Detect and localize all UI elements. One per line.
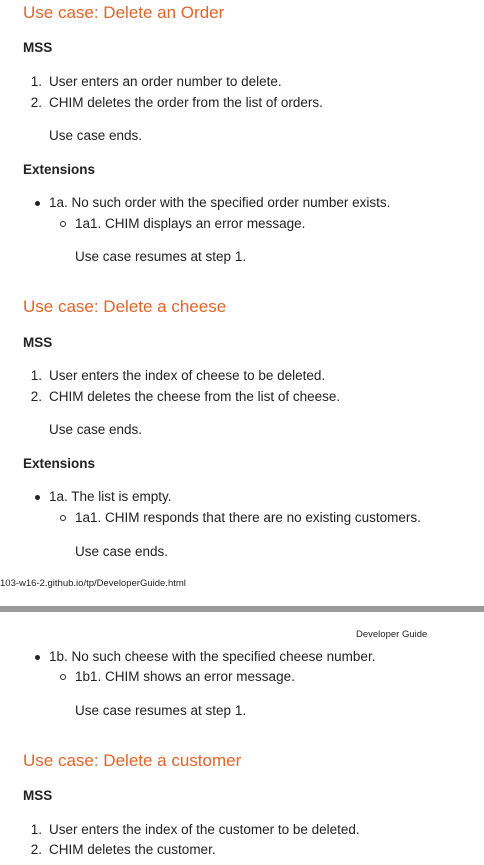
extension-subitem: 1a1. CHIM displays an error message. [75,216,306,231]
bullet-disc [35,495,40,500]
extension-item: 1a. No such order with the specified order number exists. [49,195,391,210]
bullet-circle [60,221,66,227]
mss-step-number: 2. [30,389,42,404]
uc-delete-order-mss-heading: MSS [23,40,53,55]
uc-delete-cheese-extensions-heading: Extensions [23,456,96,471]
uc-delete-customer-mss-heading: MSS [23,788,53,803]
mss-step-text: User enters the index of the customer to be deleted. [49,822,360,837]
mss-step-number: 2. [30,842,42,857]
page-break-bar [0,606,484,612]
uc-delete-cheese-mss-heading: MSS [23,335,53,350]
bullet-circle [60,515,66,521]
page-break-separator [0,604,484,614]
mss-step-text: CHIM deletes the customer. [49,842,216,857]
mss-end-note: Use case ends. [49,422,143,437]
mss-step-text: CHIM deletes the order from the list of orders. [49,95,323,110]
uc-delete-cheese-title: Use case: Delete a cheese [23,297,227,316]
mss-step-text: User enters the index of cheese to be deleted. [49,368,326,383]
bullet-disc [35,201,40,206]
mss-step-text: CHIM deletes the cheese from the list of cheese. [49,389,341,404]
bullet-circle [60,674,66,680]
extension-item: 1a. The list is empty. [49,489,172,504]
uc-delete-order-title: Use case: Delete an Order [23,3,225,22]
mss-step-text: User enters an order number to delete. [49,74,282,89]
page-header-title: Developer Guide [356,629,428,640]
uc-delete-order-extensions-heading: Extensions [23,162,96,177]
extension-end-note: Use case ends. [75,544,169,559]
extension-item: 1b. No such cheese with the specified cheese number. [49,649,376,664]
extension-end-note: Use case resumes at step 1. [75,249,247,264]
extension-subitem: 1b1. CHIM shows an error message. [75,669,295,684]
mss-end-note: Use case ends. [49,128,143,143]
extension-end-note: Use case resumes at step 1. [75,703,247,718]
uc-delete-customer-title: Use case: Delete a customer [23,751,242,770]
extension-subitem: 1a1. CHIM responds that there are no existing customers. [75,510,421,525]
mss-step-number: 1. [30,74,42,89]
mss-step-number: 2. [30,95,42,110]
mss-step-number: 1. [30,822,42,837]
page-footer-url: 103-w16-2.github.io/tp/DeveloperGuide.html [0,578,186,589]
mss-step-number: 1. [30,368,42,383]
bullet-disc [35,655,40,660]
